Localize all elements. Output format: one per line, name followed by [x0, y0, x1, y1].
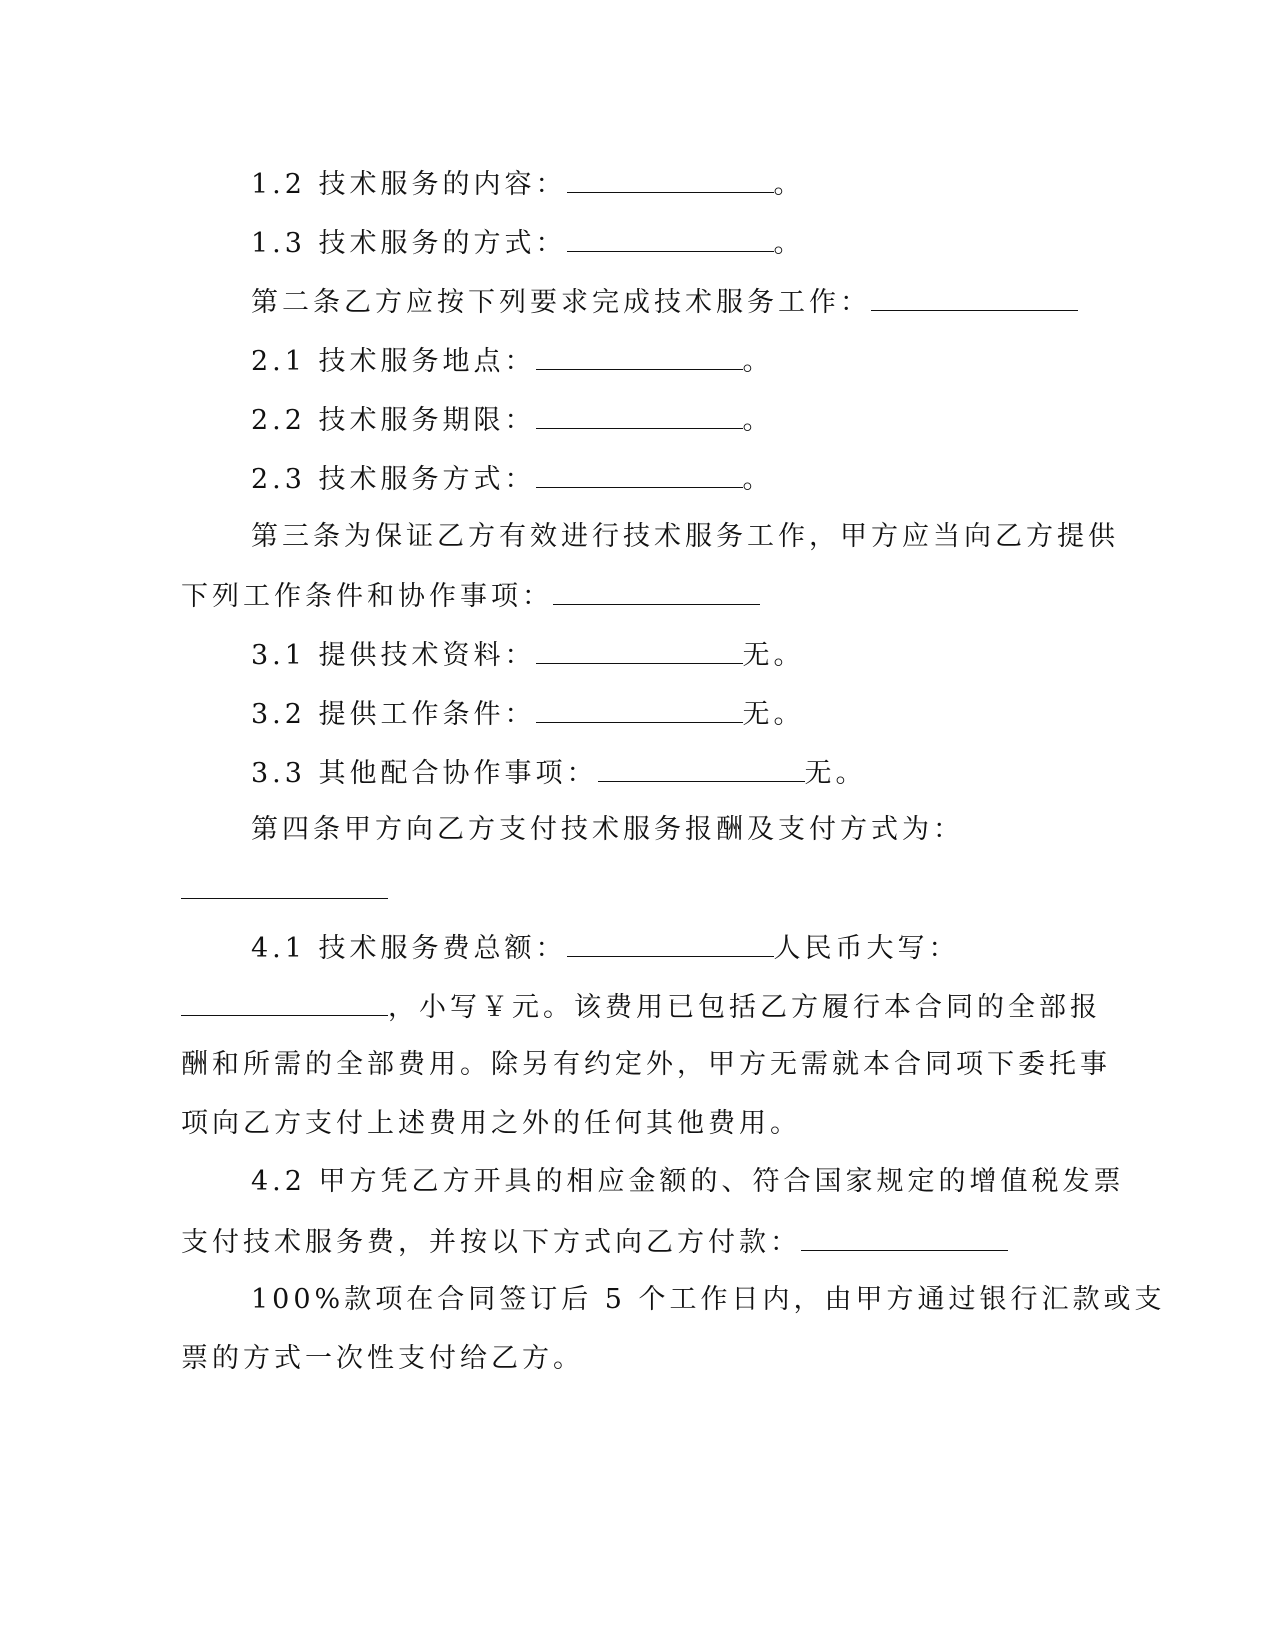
- clause-label: 3.1 提供技术资料：: [251, 640, 536, 671]
- fill-blank: [536, 461, 743, 488]
- clause-4-1-line-1: [251, 930, 960, 966]
- clause-2-3: [251, 461, 774, 497]
- clause-tail: 。: [742, 346, 774, 377]
- fill-blank: [536, 637, 743, 664]
- article-3-line-1: [251, 520, 1119, 554]
- paragraph-text: 项向乙方支付上述费用之外的任何其他费用。: [181, 1108, 801, 1139]
- fill-blank: [536, 402, 743, 429]
- fill-blank: [567, 166, 774, 193]
- clause-label: 下列工作条件和协作事项：: [181, 581, 553, 612]
- fill-blank: [871, 284, 1078, 311]
- clause-3-1: [251, 637, 805, 673]
- clause-tail: 。: [773, 228, 805, 259]
- clause-2-2: [251, 402, 774, 438]
- clause-tail: 无。: [742, 699, 805, 730]
- article-3-line-2: [181, 578, 760, 614]
- clause-label: 2.2 技术服务期限：: [251, 405, 536, 436]
- fill-blank: [181, 989, 388, 1016]
- clause-3-3: [251, 755, 867, 791]
- clause-label: 4.1 技术服务费总额：: [251, 933, 567, 964]
- fill-blank: [181, 872, 388, 899]
- clause-1-2: [251, 166, 805, 202]
- fill-blank: [536, 343, 743, 370]
- fill-blank: [598, 755, 805, 782]
- clause-label: 第二条乙方应按下列要求完成技术服务工作：: [251, 287, 871, 318]
- clause-tail: 无。: [804, 758, 867, 789]
- fill-blank: [553, 578, 760, 605]
- clause-label: 1.3 技术服务的方式：: [251, 228, 567, 259]
- clause-2-1: [251, 343, 774, 379]
- clause-tail: 。: [742, 464, 774, 495]
- article-4: [251, 813, 964, 847]
- clause-4-1-line-3: [181, 1048, 1111, 1082]
- clause-4-1-line-2: [181, 989, 1101, 1025]
- clause-label: 3.3 其他配合协作事项：: [251, 758, 598, 789]
- fill-blank: [567, 930, 774, 957]
- clause-tail: 人民币大写：: [773, 933, 960, 964]
- paragraph-text: 票的方式一次性支付给乙方。: [181, 1343, 584, 1374]
- clause-label: 2.3 技术服务方式：: [251, 464, 536, 495]
- clause-tail: 。: [742, 405, 774, 436]
- clause-3-2: [251, 696, 805, 732]
- fill-blank: [567, 225, 774, 252]
- payment-line-2: [181, 1342, 584, 1376]
- fill-blank: [801, 1224, 1008, 1251]
- clause-label: 3.2 提供工作条件：: [251, 699, 536, 730]
- paragraph-text: 100%款项在合同签订后 5 个工作日内，由甲方通过银行汇款或支: [251, 1284, 1166, 1315]
- clause-tail: 。: [773, 169, 805, 200]
- clause-label: 2.1 技术服务地点：: [251, 346, 536, 377]
- clause-label: 1.2 技术服务的内容：: [251, 169, 567, 200]
- clause-tail: 无。: [742, 640, 805, 671]
- clause-label: 支付技术服务费，并按以下方式向乙方付款：: [181, 1227, 801, 1258]
- paragraph-text: 酬和所需的全部费用。除另有约定外，甲方无需就本合同项下委托事: [181, 1049, 1111, 1080]
- paragraph-text: 4.2 甲方凭乙方开具的相应金额的、符合国家规定的增值税发票: [251, 1166, 1125, 1197]
- clause-tail: ，小写￥元。该费用已包括乙方履行本合同的全部报: [388, 992, 1101, 1023]
- article-2: [251, 284, 1078, 320]
- clause-4-2-line-2: [181, 1224, 1008, 1260]
- article-4-blank-line: [181, 872, 388, 908]
- clause-4-2-line-1: [251, 1165, 1125, 1199]
- paragraph-text: 第三条为保证乙方有效进行技术服务工作，甲方应当向乙方提供: [251, 521, 1119, 552]
- paragraph-text: 第四条甲方向乙方支付技术服务报酬及支付方式为：: [251, 814, 964, 845]
- fill-blank: [536, 696, 743, 723]
- payment-line-1: [251, 1283, 1166, 1317]
- clause-4-1-line-4: [181, 1107, 801, 1141]
- clause-1-3: [251, 225, 805, 261]
